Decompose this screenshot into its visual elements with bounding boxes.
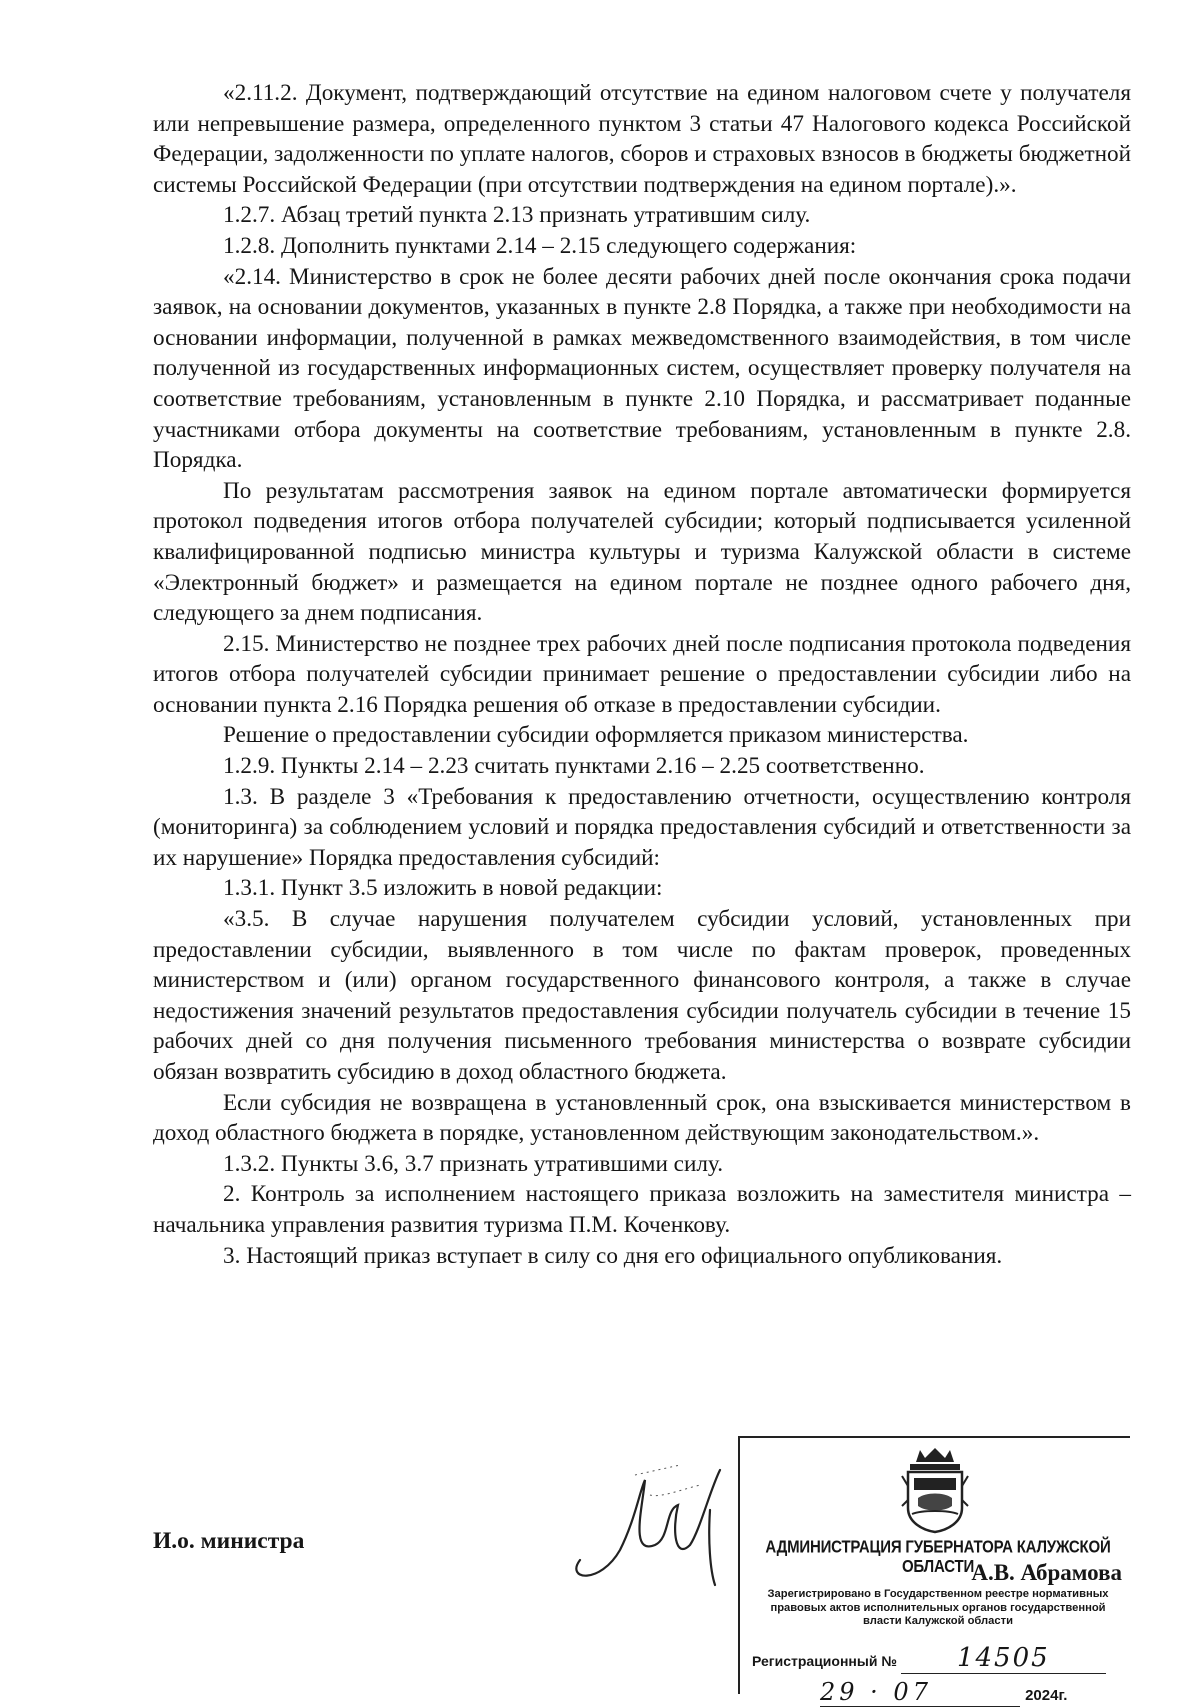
paragraph-decision: Решение о предоставлении субсидии оформляется приказом министерства.	[223, 722, 969, 749]
paragraph-2-15: 2.15. Министерство не позднее трех рабочих дней после подписания протокола подведения итогов отбора получателей субсидии принимает решение о предоставлении субсидии либо на основании пункта 2.16 Порядка решения об отказе в предоставлении субсидии.	[153, 630, 1131, 718]
paragraph-protocol: По результатам рассмотрения заявок на едином портале автоматически формируется протокол подведения итогов отбора получателей субсидии; который подписывается усиленной квалифицированной подписью министра культуры и туризма Калужской области в системе «Электронный бюджет» и размещается на едином портале не позднее одного рабочего дня, следующего за днем подписания.	[153, 477, 1131, 627]
paragraph-1-3-1: 1.3.1. Пункт 3.5 изложить в новой редакции:	[223, 875, 663, 902]
signer-position-title: И.о. министра	[153, 1528, 305, 1554]
paragraph-1-3-2: 1.3.2. Пункты 3.6, 3.7 признать утратившими силу.	[223, 1150, 723, 1177]
paragraph-control: 2. Контроль за исполнением настоящего приказа возложить на заместителя министра – начальника управления развития туризма П.М. Коченкову.	[153, 1181, 1131, 1238]
stamp-registration-text: Зарегистрировано в Государственном реестре нормативных правовых актов исполнительных органов государственной власти Калужской области	[767, 1588, 1109, 1627]
stamp-year: 2024г.	[1025, 1687, 1068, 1704]
stamp-organization: АДМИНИСТРАЦИЯ ГУБЕРНАТОРА КАЛУЖСКОЙ ОБЛАСТИ	[765, 1537, 1111, 1577]
paragraph-1-2-9: 1.2.9. Пункты 2.14 – 2.23 считать пунктами 2.16 – 2.25 соответственно.	[223, 753, 925, 780]
reg-number-label: Регистрационный №	[752, 1653, 897, 1669]
registration-stamp	[738, 1436, 1130, 1706]
kaluga-coat-of-arms-icon	[900, 1446, 970, 1534]
stamp-signer-name: А.В. Абрамова	[971, 1560, 1122, 1585]
reg-number-value: 14505	[901, 1643, 1106, 1674]
handwritten-signature-icon	[560, 1450, 760, 1590]
paragraph-recovery: Если субсидия не возвращена в установленный срок, она взыскивается министерством в доход областного бюджета в порядке, установленном действующим законодательством.».	[153, 1089, 1131, 1147]
stamp-date-row	[820, 1678, 1120, 1707]
paragraph-1-3: 1.3. В разделе 3 «Требования к предоставлению отчетности, осуществлению контроля (мониторинга) за соблюдением условий и порядка предоставления субсидий и ответственности за их нарушение» Порядка предоставления субсидий:	[153, 783, 1131, 871]
paragraph-effective: 3. Настоящий приказ вступает в силу со дня его официального опубликования.	[223, 1242, 1003, 1269]
paragraph-1-2-7: 1.2.7. Абзац третий пункта 2.13 признать утратившим силу.	[223, 202, 811, 229]
paragraph-2-14: «2.14. Министерство в срок не более десяти рабочих дней после окончания срока подачи заявок, на основании документов, указанных в пункте 2.8 Порядка, а также при необходимости на основании информации, полученной в рамках межведомственного взаимодействия, в том числе полученной из государственных информационных систем, осуществляет проверку получателя на соответствие требованиям, установленным в пункте 2.10 Порядка, и рассматривает поданные участниками отбора документы на соответствие требованиям, установленным в пункте 2.8. Порядка.	[153, 263, 1131, 474]
paragraph-2-11-2: «2.11.2. Документ, подтверждающий отсутствие на едином налоговом счете у получателя или непревышение размера, определенного пунктом 3 статьи 47 Налогового кодекса Российской Федерации, задолженности по уплате налогов, сборов и страховых взносов в бюджеты бюджетной системы Российской Федерации (при отсутствии подтверждения на едином портале).».	[153, 80, 1131, 198]
stamp-registration-number-row	[752, 1643, 1124, 1674]
stamp-date-handwritten: 29 · 07	[820, 1678, 1020, 1707]
paragraph-1-2-8: 1.2.8. Дополнить пунктами 2.14 – 2.15 следующего содержания:	[223, 232, 857, 259]
paragraph-3-5: «3.5. В случае нарушения получателем субсидии условий, установленных при предоставлении субсидии, выявленного в том числе по фактам проверок, проведенных министерством и (или) органом государственного финансового контроля, а также в случае недостижения значений результатов предоставления субсидии получатель субсидии в течение 15 рабочих дней со дня получения письменного требования министерства о возврате субсидии обязан возвратить субсидию в доход областного бюджета.	[153, 906, 1131, 1085]
document-body	[153, 78, 1131, 1271]
